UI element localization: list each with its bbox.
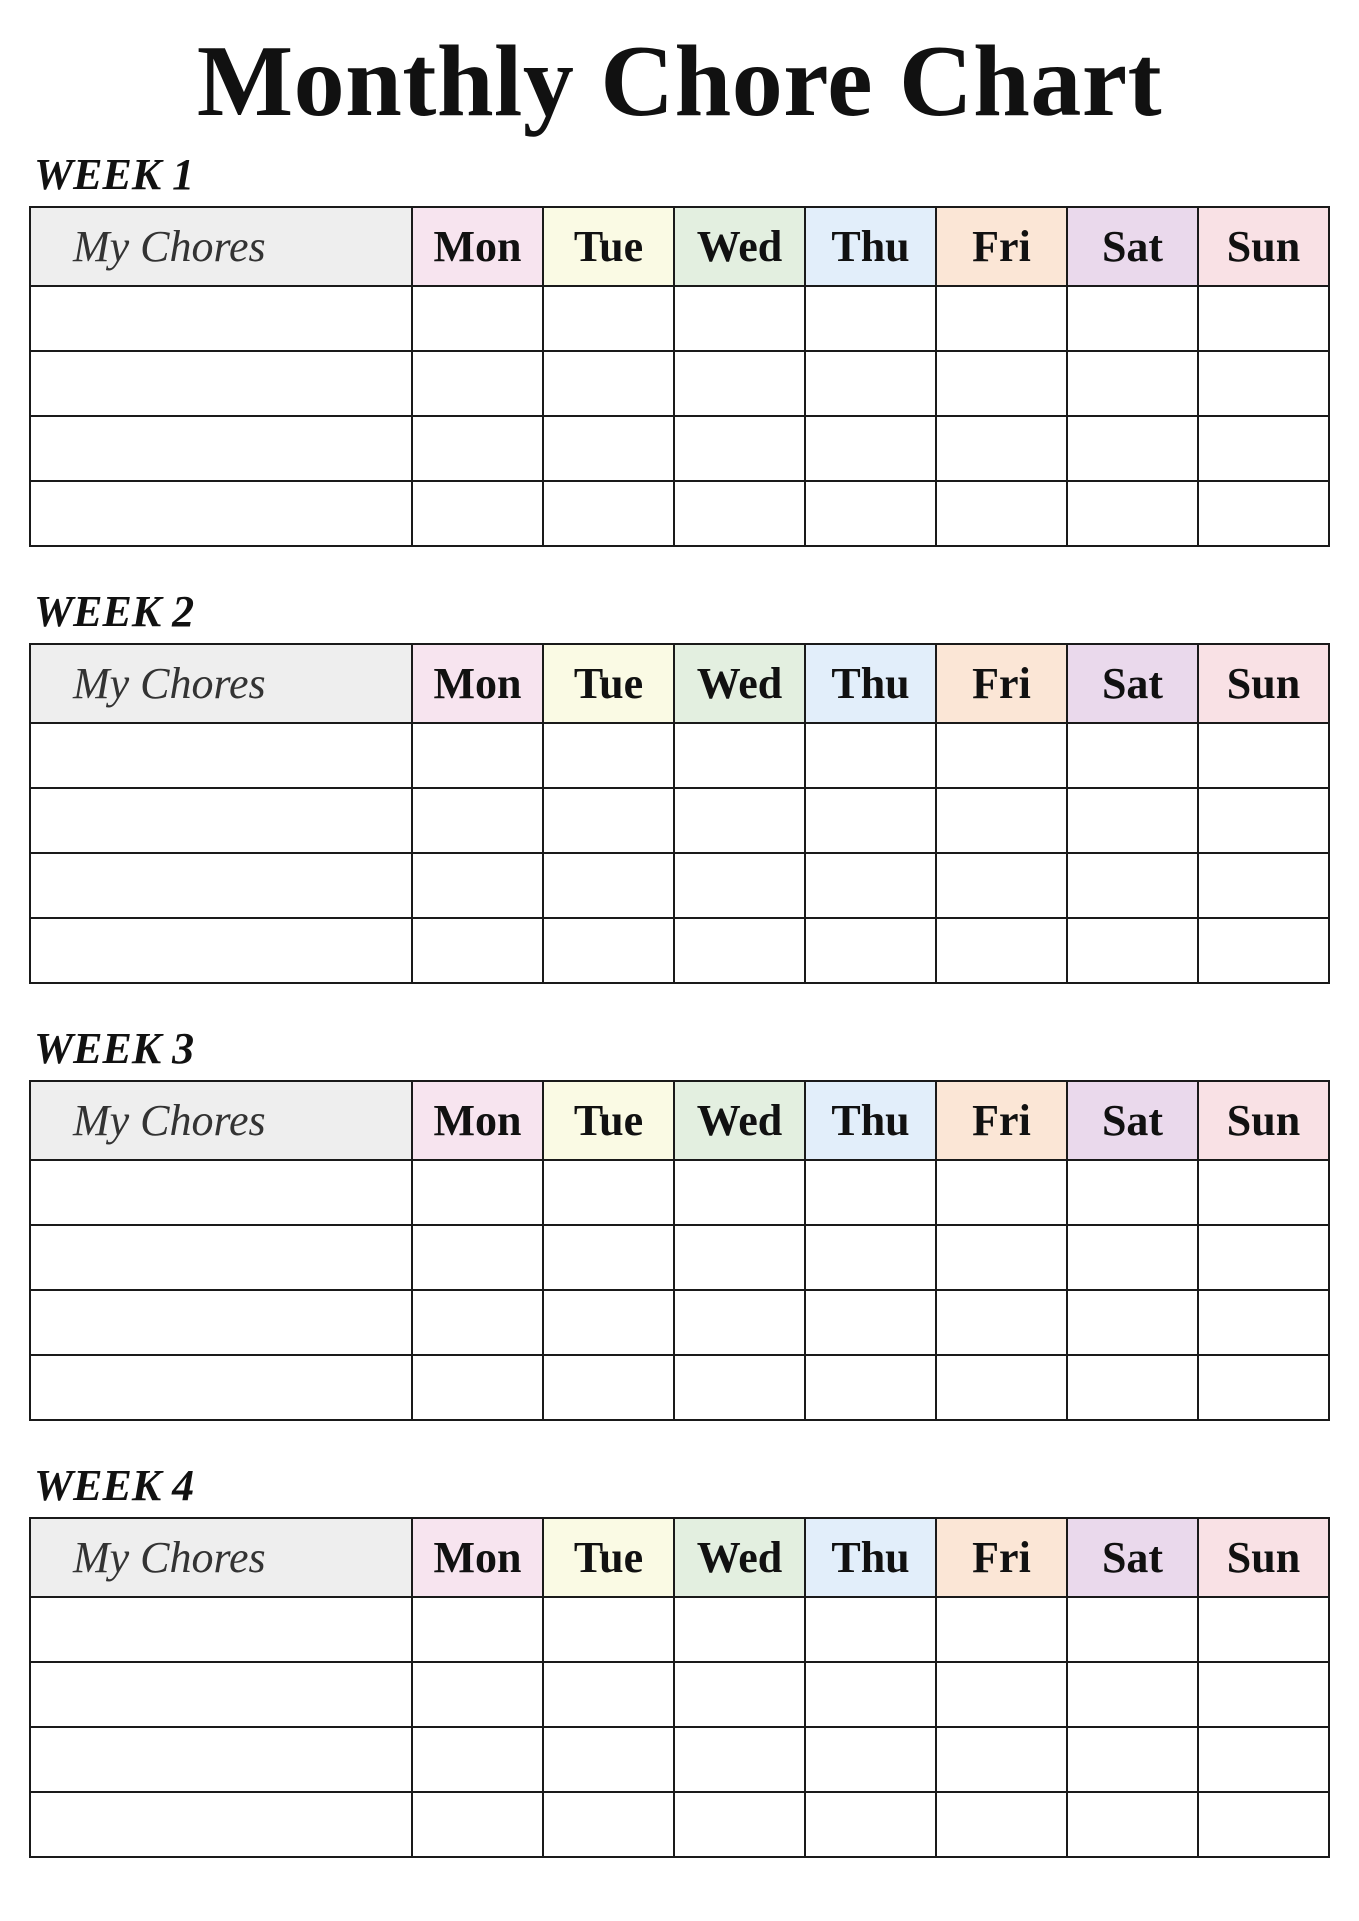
checkbox-cell-tue[interactable] <box>543 1225 674 1290</box>
week-section-1 <box>29 150 1329 547</box>
chore-name-cell[interactable] <box>30 1225 412 1290</box>
checkbox-cell-fri[interactable] <box>936 351 1067 416</box>
checkbox-cell-fri[interactable] <box>936 1355 1067 1420</box>
day-header-sat: Sat <box>1067 644 1198 723</box>
checkbox-cell-wed[interactable] <box>674 918 805 983</box>
checkbox-cell-tue[interactable] <box>543 1792 674 1857</box>
checkbox-cell-sun[interactable] <box>1198 286 1329 351</box>
checkbox-cell-wed[interactable] <box>674 286 805 351</box>
day-header-fri: Fri <box>936 1081 1067 1160</box>
chore-name-cell[interactable] <box>30 853 412 918</box>
checkbox-cell-fri[interactable] <box>936 1727 1067 1792</box>
checkbox-cell-thu[interactable] <box>805 918 936 983</box>
checkbox-cell-fri[interactable] <box>936 286 1067 351</box>
table-row <box>30 481 1329 546</box>
chore-table <box>29 643 1330 984</box>
day-header-tue: Tue <box>543 1518 674 1597</box>
checkbox-cell-sat[interactable] <box>1067 1355 1198 1420</box>
checkbox-cell-wed[interactable] <box>674 351 805 416</box>
week-label: WEEK 2 <box>34 587 195 636</box>
week-label: WEEK 4 <box>34 1461 195 1510</box>
checkbox-cell-sun[interactable] <box>1198 416 1329 481</box>
checkbox-cell-wed[interactable] <box>674 1355 805 1420</box>
table-row <box>30 788 1329 853</box>
checkbox-cell-mon[interactable] <box>412 1355 543 1420</box>
day-header-tue: Tue <box>543 207 674 286</box>
table-row <box>30 1225 1329 1290</box>
checkbox-cell-sun[interactable] <box>1198 723 1329 788</box>
checkbox-cell-tue[interactable] <box>543 1597 674 1662</box>
checkbox-cell-thu[interactable] <box>805 853 936 918</box>
checkbox-cell-fri[interactable] <box>936 1225 1067 1290</box>
checkbox-cell-wed[interactable] <box>674 853 805 918</box>
checkbox-cell-tue[interactable] <box>543 416 674 481</box>
checkbox-cell-fri[interactable] <box>936 1662 1067 1727</box>
checkbox-cell-thu[interactable] <box>805 1597 936 1662</box>
checkbox-cell-thu[interactable] <box>805 286 936 351</box>
checkbox-cell-wed[interactable] <box>674 416 805 481</box>
day-header-sun: Sun <box>1198 1518 1329 1597</box>
day-header-thu: Thu <box>805 1081 936 1160</box>
checkbox-cell-sun[interactable] <box>1198 1792 1329 1857</box>
checkbox-cell-tue[interactable] <box>543 481 674 546</box>
chore-name-cell[interactable] <box>30 723 412 788</box>
checkbox-cell-sat[interactable] <box>1067 1290 1198 1355</box>
chore-name-cell[interactable] <box>30 351 412 416</box>
checkbox-cell-fri[interactable] <box>936 788 1067 853</box>
checkbox-cell-wed[interactable] <box>674 1160 805 1225</box>
day-header-fri: Fri <box>936 207 1067 286</box>
checkbox-cell-thu[interactable] <box>805 351 936 416</box>
checkbox-cell-wed[interactable] <box>674 723 805 788</box>
checkbox-cell-sat[interactable] <box>1067 918 1198 983</box>
checkbox-cell-mon[interactable] <box>412 1727 543 1792</box>
checkbox-cell-wed[interactable] <box>674 1662 805 1727</box>
header-row <box>30 1518 1329 1597</box>
chore-name-cell[interactable] <box>30 1792 412 1857</box>
week-section-4 <box>29 1461 1329 1858</box>
chore-table <box>29 1080 1330 1421</box>
day-header-mon: Mon <box>412 644 543 723</box>
checkbox-cell-mon[interactable] <box>412 481 543 546</box>
checkbox-cell-tue[interactable] <box>543 918 674 983</box>
chores-column-header: My Chores <box>30 1081 412 1160</box>
chore-name-cell[interactable] <box>30 416 412 481</box>
week-label: WEEK 3 <box>34 1024 195 1073</box>
day-header-thu: Thu <box>805 644 936 723</box>
checkbox-cell-sun[interactable] <box>1198 1225 1329 1290</box>
day-header-thu: Thu <box>805 207 936 286</box>
day-header-wed: Wed <box>674 1081 805 1160</box>
checkbox-cell-thu[interactable] <box>805 416 936 481</box>
checkbox-cell-sat[interactable] <box>1067 723 1198 788</box>
checkbox-cell-sat[interactable] <box>1067 416 1198 481</box>
checkbox-cell-sun[interactable] <box>1198 351 1329 416</box>
checkbox-cell-sat[interactable] <box>1067 1727 1198 1792</box>
checkbox-cell-sat[interactable] <box>1067 351 1198 416</box>
checkbox-cell-mon[interactable] <box>412 1225 543 1290</box>
chores-column-header: My Chores <box>30 207 412 286</box>
page-title: Monthly Chore Chart <box>196 25 1163 138</box>
checkbox-cell-mon[interactable] <box>412 416 543 481</box>
checkbox-cell-thu[interactable] <box>805 1290 936 1355</box>
day-header-wed: Wed <box>674 1518 805 1597</box>
checkbox-cell-wed[interactable] <box>674 481 805 546</box>
checkbox-cell-sun[interactable] <box>1198 1597 1329 1662</box>
checkbox-cell-thu[interactable] <box>805 1355 936 1420</box>
checkbox-cell-sun[interactable] <box>1198 1662 1329 1727</box>
checkbox-cell-mon[interactable] <box>412 723 543 788</box>
checkbox-cell-wed[interactable] <box>674 1792 805 1857</box>
checkbox-cell-sat[interactable] <box>1067 481 1198 546</box>
checkbox-cell-mon[interactable] <box>412 286 543 351</box>
checkbox-cell-fri[interactable] <box>936 853 1067 918</box>
checkbox-cell-wed[interactable] <box>674 1290 805 1355</box>
checkbox-cell-fri[interactable] <box>936 481 1067 546</box>
checkbox-cell-thu[interactable] <box>805 1792 936 1857</box>
chore-name-cell[interactable] <box>30 1290 412 1355</box>
checkbox-cell-mon[interactable] <box>412 1160 543 1225</box>
checkbox-cell-sun[interactable] <box>1198 788 1329 853</box>
chore-table <box>29 1517 1330 1858</box>
table-row <box>30 1160 1329 1225</box>
checkbox-cell-tue[interactable] <box>543 351 674 416</box>
day-header-wed: Wed <box>674 644 805 723</box>
table-row <box>30 1727 1329 1792</box>
week-section-3 <box>29 1024 1329 1421</box>
table-row <box>30 1290 1329 1355</box>
checkbox-cell-fri[interactable] <box>936 723 1067 788</box>
week-label: WEEK 1 <box>34 150 195 199</box>
chores-column-header: My Chores <box>30 1518 412 1597</box>
checkbox-cell-tue[interactable] <box>543 1290 674 1355</box>
day-header-tue: Tue <box>543 644 674 723</box>
checkbox-cell-mon[interactable] <box>412 1662 543 1727</box>
checkbox-cell-thu[interactable] <box>805 1160 936 1225</box>
checkbox-cell-fri[interactable] <box>936 416 1067 481</box>
checkbox-cell-wed[interactable] <box>674 1597 805 1662</box>
checkbox-cell-thu[interactable] <box>805 481 936 546</box>
header-row <box>30 1081 1329 1160</box>
day-header-sun: Sun <box>1198 644 1329 723</box>
checkbox-cell-mon[interactable] <box>412 918 543 983</box>
checkbox-cell-sat[interactable] <box>1067 853 1198 918</box>
day-header-sat: Sat <box>1067 1081 1198 1160</box>
table-row <box>30 1792 1329 1857</box>
checkbox-cell-fri[interactable] <box>936 1290 1067 1355</box>
checkbox-cell-wed[interactable] <box>674 788 805 853</box>
chore-name-cell[interactable] <box>30 1160 412 1225</box>
chore-name-cell[interactable] <box>30 286 412 351</box>
checkbox-cell-thu[interactable] <box>805 1225 936 1290</box>
chore-name-cell[interactable] <box>30 1355 412 1420</box>
table-row <box>30 1597 1329 1662</box>
checkbox-cell-sun[interactable] <box>1198 481 1329 546</box>
checkbox-cell-thu[interactable] <box>805 1727 936 1792</box>
checkbox-cell-wed[interactable] <box>674 1225 805 1290</box>
checkbox-cell-tue[interactable] <box>543 1160 674 1225</box>
chore-name-cell[interactable] <box>30 1597 412 1662</box>
checkbox-cell-tue[interactable] <box>543 853 674 918</box>
checkbox-cell-sat[interactable] <box>1067 1792 1198 1857</box>
checkbox-cell-sun[interactable] <box>1198 1290 1329 1355</box>
week-section-2 <box>29 587 1329 984</box>
table-row <box>30 853 1329 918</box>
checkbox-cell-mon[interactable] <box>412 853 543 918</box>
checkbox-cell-thu[interactable] <box>805 1662 936 1727</box>
day-header-sat: Sat <box>1067 207 1198 286</box>
day-header-thu: Thu <box>805 1518 936 1597</box>
day-header-fri: Fri <box>936 644 1067 723</box>
table-row <box>30 416 1329 481</box>
checkbox-cell-sat[interactable] <box>1067 788 1198 853</box>
chore-name-cell[interactable] <box>30 788 412 853</box>
table-row <box>30 918 1329 983</box>
checkbox-cell-mon[interactable] <box>412 788 543 853</box>
checkbox-cell-thu[interactable] <box>805 788 936 853</box>
chore-name-cell[interactable] <box>30 918 412 983</box>
table-row <box>30 286 1329 351</box>
day-header-wed: Wed <box>674 207 805 286</box>
checkbox-cell-sat[interactable] <box>1067 1597 1198 1662</box>
checkbox-cell-tue[interactable] <box>543 1727 674 1792</box>
checkbox-cell-sat[interactable] <box>1067 286 1198 351</box>
checkbox-cell-fri[interactable] <box>936 1792 1067 1857</box>
checkbox-cell-tue[interactable] <box>543 1355 674 1420</box>
checkbox-cell-tue[interactable] <box>543 788 674 853</box>
day-header-mon: Mon <box>412 1081 543 1160</box>
header-row <box>30 207 1329 286</box>
day-header-mon: Mon <box>412 1518 543 1597</box>
checkbox-cell-sun[interactable] <box>1198 1355 1329 1420</box>
checkbox-cell-tue[interactable] <box>543 286 674 351</box>
checkbox-cell-tue[interactable] <box>543 723 674 788</box>
chore-name-cell[interactable] <box>30 1727 412 1792</box>
checkbox-cell-sat[interactable] <box>1067 1225 1198 1290</box>
checkbox-cell-sun[interactable] <box>1198 853 1329 918</box>
checkbox-cell-mon[interactable] <box>412 1792 543 1857</box>
checkbox-cell-fri[interactable] <box>936 1597 1067 1662</box>
checkbox-cell-mon[interactable] <box>412 351 543 416</box>
day-header-sun: Sun <box>1198 1081 1329 1160</box>
day-header-sun: Sun <box>1198 207 1329 286</box>
checkbox-cell-mon[interactable] <box>412 1290 543 1355</box>
checkbox-cell-fri[interactable] <box>936 918 1067 983</box>
table-row <box>30 723 1329 788</box>
checkbox-cell-sun[interactable] <box>1198 1160 1329 1225</box>
table-row <box>30 1355 1329 1420</box>
day-header-sat: Sat <box>1067 1518 1198 1597</box>
chore-name-cell[interactable] <box>30 481 412 546</box>
checkbox-cell-mon[interactable] <box>412 1597 543 1662</box>
header-row <box>30 644 1329 723</box>
checkbox-cell-sat[interactable] <box>1067 1662 1198 1727</box>
day-header-mon: Mon <box>412 207 543 286</box>
table-row <box>30 351 1329 416</box>
checkbox-cell-wed[interactable] <box>674 1727 805 1792</box>
checkbox-cell-sun[interactable] <box>1198 1727 1329 1792</box>
checkbox-cell-thu[interactable] <box>805 723 936 788</box>
day-header-fri: Fri <box>936 1518 1067 1597</box>
chore-table <box>29 206 1330 547</box>
checkbox-cell-fri[interactable] <box>936 1160 1067 1225</box>
table-row <box>30 1662 1329 1727</box>
chores-column-header: My Chores <box>30 644 412 723</box>
checkbox-cell-sun[interactable] <box>1198 918 1329 983</box>
checkbox-cell-tue[interactable] <box>543 1662 674 1727</box>
chore-name-cell[interactable] <box>30 1662 412 1727</box>
checkbox-cell-sat[interactable] <box>1067 1160 1198 1225</box>
day-header-tue: Tue <box>543 1081 674 1160</box>
